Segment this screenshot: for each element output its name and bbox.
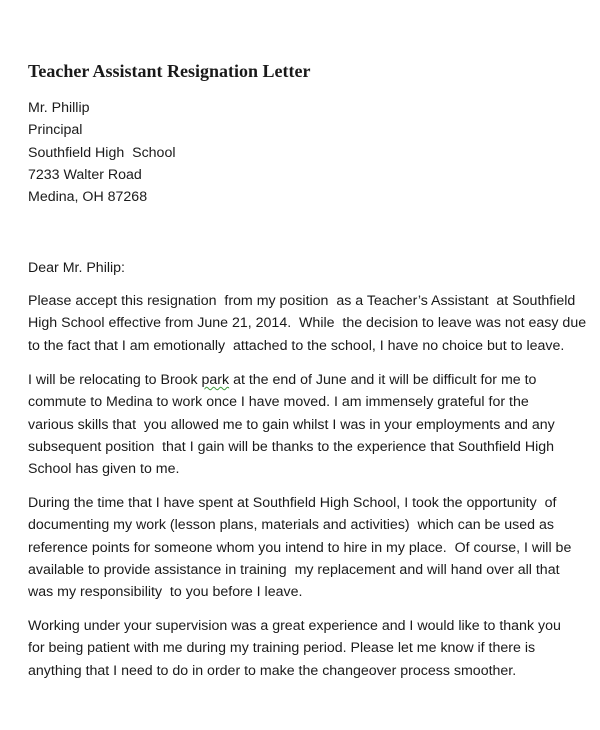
spellcheck-flagged-word[interactable]: park <box>201 372 230 388</box>
salutation: Dear Mr. Philip: <box>28 260 125 276</box>
paragraph-line: documenting my work (lesson plans, materials and activities) which can be used as <box>28 517 554 534</box>
paragraph-line: to the fact that I am emotionally attached to the school, I have no choice but to leave. <box>28 337 565 354</box>
paragraph-line: Please accept this resignation from my position as a Teacher’s Assistant at Southfield <box>28 293 576 309</box>
recipient-address <box>28 97 176 208</box>
paragraph-line: was my responsibility to you before I leave. <box>28 584 303 601</box>
paragraph-line: anything that I need to do in order to make the changeover process smoother. <box>28 662 517 679</box>
paragraph-line: subsequent position that I gain will be thanks to the experience that Southfield High <box>28 438 555 455</box>
paragraph-2 <box>28 369 555 480</box>
paragraph-line: School has given to me. <box>28 461 180 478</box>
paragraph-line-rest: at the end of June and it will be difficult for me to <box>233 372 537 388</box>
paragraph-line-prefix: I will be relocating to Brook <box>28 372 202 388</box>
recipient-name: Mr. Phillip <box>28 100 90 116</box>
paragraph-line: During the time that I have spent at Southfield High School, I took the opportunity of <box>28 495 557 511</box>
paragraph-line: various skills that you allowed me to gain whilst I was in your employments and any <box>28 416 555 433</box>
paragraph-line: available to provide assistance in training my replacement and will hand over all that <box>28 561 560 578</box>
recipient-city: Medina, OH 87268 <box>28 189 148 206</box>
paragraph-line: for being patient with me during my training period. Please let me know if there is <box>28 640 536 657</box>
paragraph-line: commute to Medina to work once I have moved. I am immensely grateful for the <box>28 394 529 411</box>
recipient-street: 7233 Walter Road <box>28 166 142 183</box>
recipient-school: Southfield High School <box>28 144 176 161</box>
paragraph-line: High School effective from June 21, 2014. While the decision to leave was not easy due <box>28 315 587 332</box>
paragraph-3 <box>28 492 571 603</box>
paragraph-line: Working under your supervision was a great experience and I would like to thank you <box>28 618 561 634</box>
paragraph-1 <box>28 290 586 357</box>
paragraph-line <box>28 369 555 391</box>
paragraph-4 <box>28 615 561 682</box>
letter-title: Teacher Assistant Resignation Letter <box>28 61 311 81</box>
recipient-position: Principal <box>28 122 83 139</box>
paragraph-line: reference points for someone whom you intend to hire in my place. Of course, I will be <box>28 539 572 556</box>
